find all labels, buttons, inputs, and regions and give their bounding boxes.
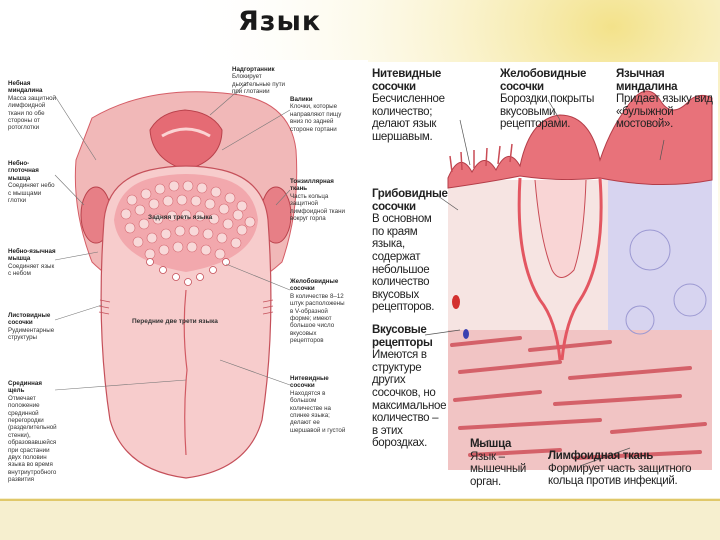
label-filiform-papillae: Нитевидные сосочки Находятся в большом количестве на спинке языка; делают ее шершавой и густой [290, 375, 346, 434]
label-front-two-thirds: Передние две трети языка [132, 318, 218, 325]
label-palatine-tonsil: Небная миндалина Масса защитной лимфоидной ткани по обе стороны от ротоглотки [8, 80, 56, 132]
label-filiform-papillae-detail: Нитевидные сосочки Бесчисленное количество; делают язык шершавым. [372, 68, 445, 143]
label-foliate-papillae: Листовидные сосочки Рудиментарные структуры [8, 312, 55, 342]
label-vallate-papillae: Желобовидные сосочки В количестве 8–12 штук расположены в V-образной форме; имеют большое число вкусовых рецепторов [290, 278, 345, 345]
slide-title: Язык [238, 6, 322, 37]
label-vallate-papillae-detail: Желобовидные сосочки Бороздки покрыты вкусовыми рецепторами. [500, 68, 595, 131]
label-median-sulcus: Срединная щель Отмечает положение срединной перегородки (разделительной стенки), образовавшейся при срастании двух половин языка во время внутриутробного развития [8, 380, 57, 484]
label-fungiform-papillae: Грибовидные сосочки В основном по краям языка, содержат небольшое количество вкусовых рецепторов. [372, 188, 448, 314]
label-palatopharyngeal-muscle: Небно-глоточная мышца Соединяет небо с мышцами глотки [8, 160, 55, 205]
label-tonsillar-tissue: Тонзиллярная ткань Часть кольца защитной лимфоидной ткани вокруг горла [290, 178, 345, 223]
label-epiglottis: Надгортанник Блокирует дыхательные пути при глотании [232, 66, 285, 96]
label-lingual-tonsil: Язычная миндалина Придает языку вид «булыжной мостовой». [616, 68, 713, 131]
label-lymphoid-tissue: Лимфоидная ткань Формирует часть защитного кольца против инфекций. [548, 450, 692, 488]
label-back-third: Задняя треть языка [148, 214, 213, 221]
label-taste-receptors: Вкусовые рецепторы Имеются в структуре других сосочков, но максимальное количество – в этих бороздках. [372, 324, 447, 450]
label-palatoglossal-muscle: Небно-язычная мышца Соединяет язык с небом [8, 248, 56, 278]
label-valleculae: Валики Клочки, которые направляют пищу вниз по задней стороне гортани [290, 96, 342, 133]
label-muscle: Мышца Язык – мышечный орган. [470, 438, 527, 488]
